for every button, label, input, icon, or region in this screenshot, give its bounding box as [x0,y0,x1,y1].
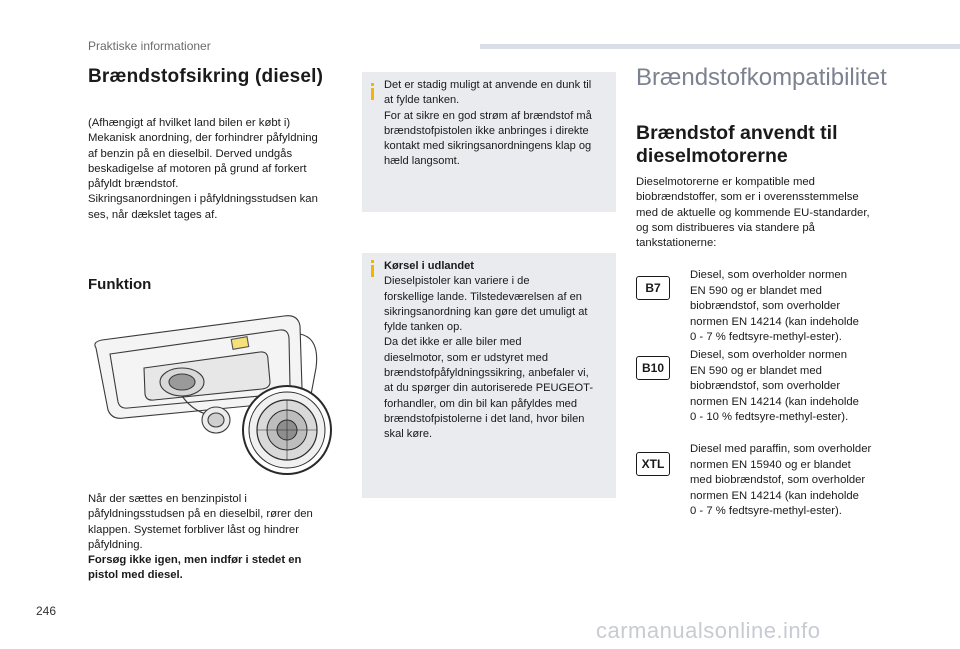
compatibility-subtitle: Brændstof anvendt til dieselmotorerne [636,122,838,167]
note-box-jerrycan [362,72,616,212]
info-marker-icon [371,88,374,100]
operation-warning: Forsøg ikke igen, men indfør i stedet en pistol med diesel. [88,554,302,582]
page-title: Brændstofsikring (diesel) [88,66,324,87]
page-number: 246 [36,604,57,618]
fuel-badge-xtl: XTL [636,452,670,476]
note-content [384,259,612,443]
watermark: carmanualsonline.info [596,618,821,643]
intro-paragraph: (Afhængigt af hvilket land bilen er købt i) Mekanisk anordning, der forhindrer påfyldning af benzin på en dieselbil. Derved undgås beskadigelse af motoren på grund af forkert påfyldt brændstof. Sikringsanordningen i påfyldningsstudsen kan ses, når dækslet tages af. [88,117,318,221]
section-header: Praktiske informationer [88,39,211,53]
fuel-badge-b7: B7 [636,276,670,300]
fuel-badge-b10: B10 [636,356,670,380]
function-heading: Funktion [88,276,152,293]
fuel-filler-illustration [84,308,338,478]
fuel-description-b10: Diesel, som overholder normen EN 590 og er blandet med biobrændstof, som overholder normen EN 14214 (kan indeholde 0 - 10 % fedtsyre-methyl-ester). [690,349,859,423]
info-marker-icon [371,265,374,277]
compatibility-title: Brændstofkompatibilitet [636,64,887,91]
operation-paragraph: Når der sættes en benzinpistol i påfyldningsstudsen på en dieselbil, rører den klappen. Systemet forbliver låst og hindrer påfyldning. [88,493,313,551]
fuel-description-xtl: Diesel med paraffin, som overholder normen EN 15940 og er blandet med biobrændstof, som overholder normen EN 14214 (kan indeholde 0 - 7 % fedtsyre-methyl-ester). [690,443,872,517]
note-text: Dieselpistoler kan variere i de forskellige lande. Tilstedeværelsen af en sikringsanordning kan gøre det umuligt at fylde tanken op. Da det ikke er alle biler med dieselmotor, som er udstyret med brændstofpåfyldningssikring, anbefaler vi, at du spørger din autoriserede PEUGEOT- forhandler, om din bil kan påfyldes med brændstofpistolerne i det land, hvor bilen skal køre. [384,275,594,441]
note-box-abroad [362,253,616,498]
compatibility-intro: Dieselmotorerne er kompatible med biobrændstoffer, som er i overensstemmelse med de aktuelle og kommende EU-standarder, og som distribueres via standere på tankstationerne: [636,176,870,250]
fuel-description-b7: Diesel, som overholder normen EN 590 og er blandet med biobrændstof, som overholder normen EN 14214 (kan indeholde 0 - 7 % fedtsyre-methyl-ester). [690,269,859,343]
note-text: Det er stadig muligt at anvende en dunk til at fylde tanken. For at sikre en god strøm af brændstof må brændstofpistolen ikke anbringes i direkte kontakt med sikringsanordningens klap og hæld langsomt. [384,79,592,168]
header-bar [480,44,960,49]
note-title: Kørsel i udlandet [384,260,474,272]
